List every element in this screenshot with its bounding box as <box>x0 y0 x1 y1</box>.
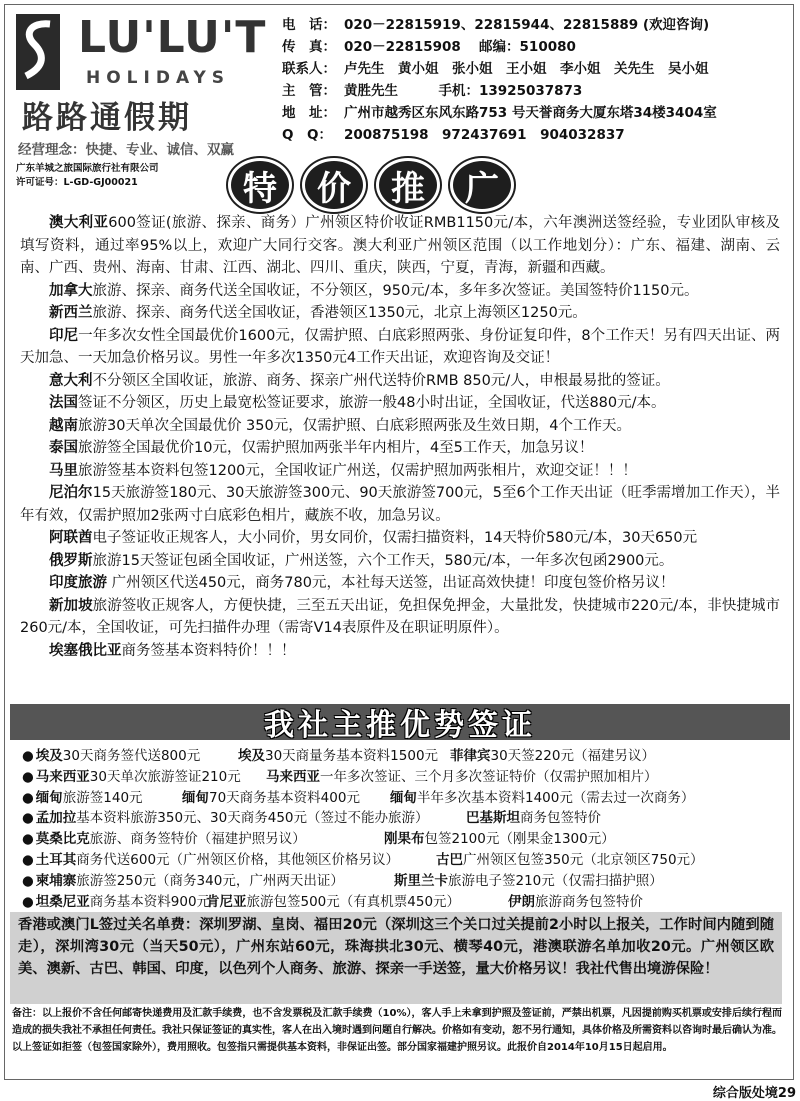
featured-item <box>22 786 143 806</box>
offer-text: 旅游15天签证包函全国收证，广州送签，六个工作天，580元/本，一年多次包函2900元。 <box>92 552 674 569</box>
contact-label: 地 址： <box>282 105 336 121</box>
country-name: 意大利 <box>49 372 93 389</box>
country-name: 阿联酋 <box>49 530 93 546</box>
country-name: 泰国 <box>49 440 78 456</box>
contact-value: 020－22815919、22815944、22815889 (欢迎咨询) <box>344 17 710 33</box>
featured-row <box>22 827 782 848</box>
logo-area <box>12 10 270 188</box>
contact-block <box>282 14 792 146</box>
banner-char: 推 <box>376 158 440 212</box>
offer-text: 旅游、商务签特价（福建护照另议） <box>89 831 306 848</box>
featured-visa-list <box>22 744 782 910</box>
hk-macau-notice: 香港或澳门L签过关名单费：深圳罗湖、皇岗、福田20元（深圳这三个关口过关提前2小时以上报关，工作时间内随到随走），深圳湾30元（当天50元），广州东站60元，珠海拱北30元、横琴40元，港澳联游名单加收20元。广州领区欧美、澳新、古巴、韩国、印度，以色列个人商务、旅游、探亲一手送签，量大价格另议！我社代售出境游保险！ <box>10 912 782 1004</box>
featured-item <box>508 890 643 910</box>
featured-item <box>266 765 658 785</box>
banner-char: 价 <box>302 158 366 212</box>
country-name: 埃及 <box>35 748 63 764</box>
country-name: 土耳其 <box>35 851 77 868</box>
country-name: 马来西亚 <box>35 768 90 785</box>
offer-text: 签证不分领区，历史上最宽松签证要求，旅游一般48小时出证，全国收证，代送880元/本。 <box>78 395 666 411</box>
contact-value: 黄胜先生 手机：13925037873 <box>344 83 583 99</box>
visa-offer-paragraph <box>20 550 780 573</box>
featured-item <box>22 890 210 910</box>
visa-offer-paragraph <box>20 392 780 415</box>
contact-label: 传 真： <box>282 39 336 55</box>
featured-item <box>22 765 241 785</box>
featured-row <box>22 848 782 869</box>
offer-text: 旅游签基本资料包签1200元，全国收证广州送，仅需护照加两张相片，欢迎交证！！！ <box>78 462 637 479</box>
country-name: 肯尼亚 <box>206 893 247 910</box>
contact-value: 卢先生 黄小姐 张小姐 王小姐 李小姐 关先生 吴小姐 <box>344 61 709 77</box>
visa-offer-paragraph <box>20 640 780 663</box>
country-name: 马里 <box>49 462 78 479</box>
visa-offer-paragraph <box>20 572 780 595</box>
offer-text: 旅游签140元 <box>62 789 143 806</box>
country-name: 莫桑比克 <box>35 831 90 848</box>
offer-text: 包签2100元（刚果金1300元） <box>424 831 615 848</box>
offer-text: 70天商务基本资料400元 <box>209 789 360 806</box>
country-name: 加拿大 <box>49 282 93 299</box>
contact-row <box>282 14 792 36</box>
offer-text: 30天签220元（福建另议） <box>490 748 655 764</box>
offer-text: 30天单次旅游签证210元 <box>89 768 241 785</box>
contact-row <box>282 124 792 146</box>
visa-offer-paragraph <box>20 482 780 527</box>
offer-text: 15天旅游签180元、30天旅游签300元、90天旅游签700元，5至6个工作天出证（旺季需增加工作天），半年有效，仅需护照加2张两寸白底彩色相片，藏族不收，加急另议。 <box>20 485 781 524</box>
contact-label: 电 话： <box>282 17 336 33</box>
visa-offer-paragraph <box>20 595 780 640</box>
country-name: 古巴 <box>436 851 463 868</box>
special-offer-banner <box>228 158 514 212</box>
contact-value: 020－22815908 邮编：510080 <box>344 39 576 55</box>
remarks: 备注：以上报价不含任何邮寄快递费用及汇款手续费，也不含发票税及汇款手续费（10%），客人手上未拿到护照及签证前，严禁出机票，凡因提前购买机票或安排后续行程而造成的损失我社不承担任何责任。我社只保证签证的真实性，客人在出入境时遇到问题自行解决。价格如有变动，恕不另行通知，具体价格及所需资料以咨询时最后确认为准。以上签证如拒签（包签国家除外），费用照收。包签指只需提供基本资料，非保证出签。部分国家福建护照另议。此报价自2014年10月15日起启用。 <box>12 1008 782 1053</box>
offer-text: 旅游包签500元（有真机票450元） <box>246 893 461 910</box>
offer-text: 旅游、探亲、商务代送全国收证，不分领区，950元/本，多年多次签证。美国签特价1150元。 <box>92 282 699 299</box>
country-name: 新西兰 <box>49 305 93 321</box>
country-name: 缅甸 <box>35 789 63 806</box>
featured-item <box>436 848 704 868</box>
contact-row <box>282 36 792 58</box>
offer-text: 600签证(旅游、探亲、商务）广州领区特价收证RMB1150元/本，六年澳洲送签经验，专业团队审核及填写资料，通过率95%以上，欢迎广大同行交客。澳大利亚广州领区范围（以工作地划分）：广东、福建、湖南、云南、广西、贵州、海南、甘肃、江西、湖北、四川、重庆，陕西，宁夏，青海，新疆和西藏。 <box>20 215 780 276</box>
country-name: 巴基斯坦 <box>466 810 520 827</box>
country-name: 斯里兰卡 <box>394 872 448 889</box>
country-name: 印尼 <box>49 327 79 344</box>
country-name: 坦桑尼亚 <box>35 893 90 910</box>
featured-row <box>22 806 782 827</box>
offer-text: 一年多次女性全国最优价1600元，仅需护照、白底彩照两张、身份证复印件，8个工作天！另有四天出证、两天加急、一天加急价格另议。男性一年多次1350元4工作天出证，欢迎咨询及交证！ <box>20 327 780 366</box>
featured-visa-banner <box>10 704 790 743</box>
featured-row <box>22 744 782 765</box>
offer-text: 30天商量务基本资料1500元 <box>265 748 439 764</box>
featured-item <box>22 744 200 764</box>
logo-chinese: 路路通假期 <box>22 100 192 136</box>
visa-offer-paragraph <box>20 280 780 303</box>
contact-value: 200875198 972437691 904032837 <box>344 127 625 143</box>
offer-text: 商务代送600元（广州领区价格，其他领区价格另议） <box>76 851 400 868</box>
featured-item <box>466 806 601 826</box>
offer-text: 旅游签收正规客人，方便快捷，三至五天出证，免担保免押金，大量批发，快捷城市220元/本，非快捷城市260元/本，全国收证，可先扫描件办理（需寄V14表原件及在职证明原件）。 <box>20 597 781 636</box>
country-name: 马来西亚 <box>266 768 320 785</box>
offer-text: 30天商务签代送800元 <box>62 748 201 764</box>
offer-text: 商务基本资料900元 <box>89 893 211 910</box>
contact-label: 主 管： <box>282 83 336 99</box>
country-name: 孟加拉 <box>35 810 77 827</box>
country-name: 柬埔寨 <box>35 872 77 889</box>
country-name: 尼泊尔 <box>49 485 93 501</box>
offer-text: 电子签证收正规客人，大小同价，男女同价，仅需扫描资料，14天特价580元/本，30天650元 <box>92 530 698 546</box>
visa-offer-paragraph <box>20 302 780 325</box>
contact-row <box>282 102 792 124</box>
logo-s-icon <box>16 14 60 90</box>
visa-offer-paragraph <box>20 325 780 370</box>
logo-english: LU'LU'T <box>78 12 267 63</box>
visa-offer-paragraph <box>20 415 780 438</box>
banner-char: 特 <box>228 158 292 212</box>
visa-offer-paragraph <box>20 527 780 550</box>
featured-item <box>182 786 360 806</box>
offer-text: 基本资料旅游350元、30天商务450元（签过不能办旅游） <box>76 810 429 827</box>
offer-text: 旅游商务包签特价 <box>535 893 643 910</box>
contact-label: Q Q： <box>282 127 332 143</box>
featured-item <box>22 827 306 847</box>
country-name: 菲律宾 <box>450 748 491 764</box>
banner-char: 广 <box>450 158 514 212</box>
offer-text: 旅游签全国最优价10元，仅需护照加两张半年内相片，4至5工作天，加急另议！ <box>78 440 594 456</box>
country-name: 印度旅游 <box>49 575 107 591</box>
license-number: 许可证号：L-GD-GJ00021 <box>16 177 138 188</box>
contact-row <box>282 80 792 102</box>
offer-text: 旅游签250元（商务340元，广州两天出证） <box>76 872 344 889</box>
country-name: 新加坡 <box>49 597 93 614</box>
featured-item <box>384 827 615 847</box>
featured-row <box>22 765 782 786</box>
page-footer: 综合版处境29 <box>712 1086 796 1101</box>
featured-item <box>22 869 344 889</box>
offer-text: 旅游30天单次全国最优价 350元，仅需护照、白底彩照两张及生效日期，4个工作天。 <box>78 417 631 434</box>
country-name: 越南 <box>49 417 78 434</box>
offer-text: 旅游电子签210元（仅需扫描护照） <box>448 872 663 889</box>
motto: 经营理念：快捷、专业、诚信、双赢 <box>18 142 234 158</box>
featured-row <box>22 786 782 807</box>
visa-offer-paragraph <box>20 212 780 280</box>
featured-item <box>238 744 438 764</box>
offer-text: 半年多次基本资料1400元（需去过一次商务） <box>417 789 695 806</box>
visa-offer-paragraph <box>20 460 780 483</box>
company-name: 广东羊城之旅国际旅行社有限公司 <box>16 163 159 174</box>
country-name: 埃塞俄比亚 <box>49 642 122 659</box>
country-name: 俄罗斯 <box>49 552 93 569</box>
offer-text: 一年多次签证、三个月多次签证特价（仅需护照加相片） <box>320 768 658 785</box>
country-name: 伊朗 <box>508 893 535 910</box>
featured-item <box>390 786 694 806</box>
contact-label: 联系人： <box>282 61 336 77</box>
offer-text: 商务包签特价 <box>520 810 601 827</box>
country-name: 缅甸 <box>390 789 417 806</box>
featured-item <box>22 806 429 826</box>
country-name: 埃及 <box>238 748 265 764</box>
visa-offer-paragraph <box>20 370 780 393</box>
country-name: 刚果布 <box>384 831 425 848</box>
featured-item <box>22 848 399 868</box>
featured-visa-title: 我社主推优势签证 <box>264 708 536 743</box>
offer-text: 商务签基本资料特价！！！ <box>121 642 296 659</box>
featured-item <box>206 890 460 910</box>
featured-item <box>394 869 663 889</box>
offer-text: 广州领区代送450元，商务780元，本社每天送签，出证高效快捷！印度包签价格另议！ <box>107 575 675 591</box>
logo-subtitle: HOLIDAYS <box>86 68 231 88</box>
offer-text: 旅游、探亲、商务代送全国收证，香港领区1350元，北京上海领区1250元。 <box>92 305 587 321</box>
contact-row <box>282 58 792 80</box>
featured-item <box>450 744 655 764</box>
featured-row <box>22 890 782 911</box>
visa-offers <box>20 212 780 662</box>
offer-text: 不分领区全国收证，旅游、商务、探亲广州代送特价RMB 850元/人，申根最易批的签证。 <box>92 372 670 389</box>
country-name: 法国 <box>49 395 78 411</box>
country-name: 澳大利亚 <box>49 215 109 231</box>
contact-value: 广州市越秀区东风东路753 号天誉商务大厦东塔34楼3404室 <box>344 105 717 121</box>
featured-row <box>22 869 782 890</box>
visa-offer-paragraph <box>20 437 780 460</box>
offer-text: 广州领区包签350元（北京领区750元） <box>463 851 704 868</box>
country-name: 缅甸 <box>182 789 209 806</box>
